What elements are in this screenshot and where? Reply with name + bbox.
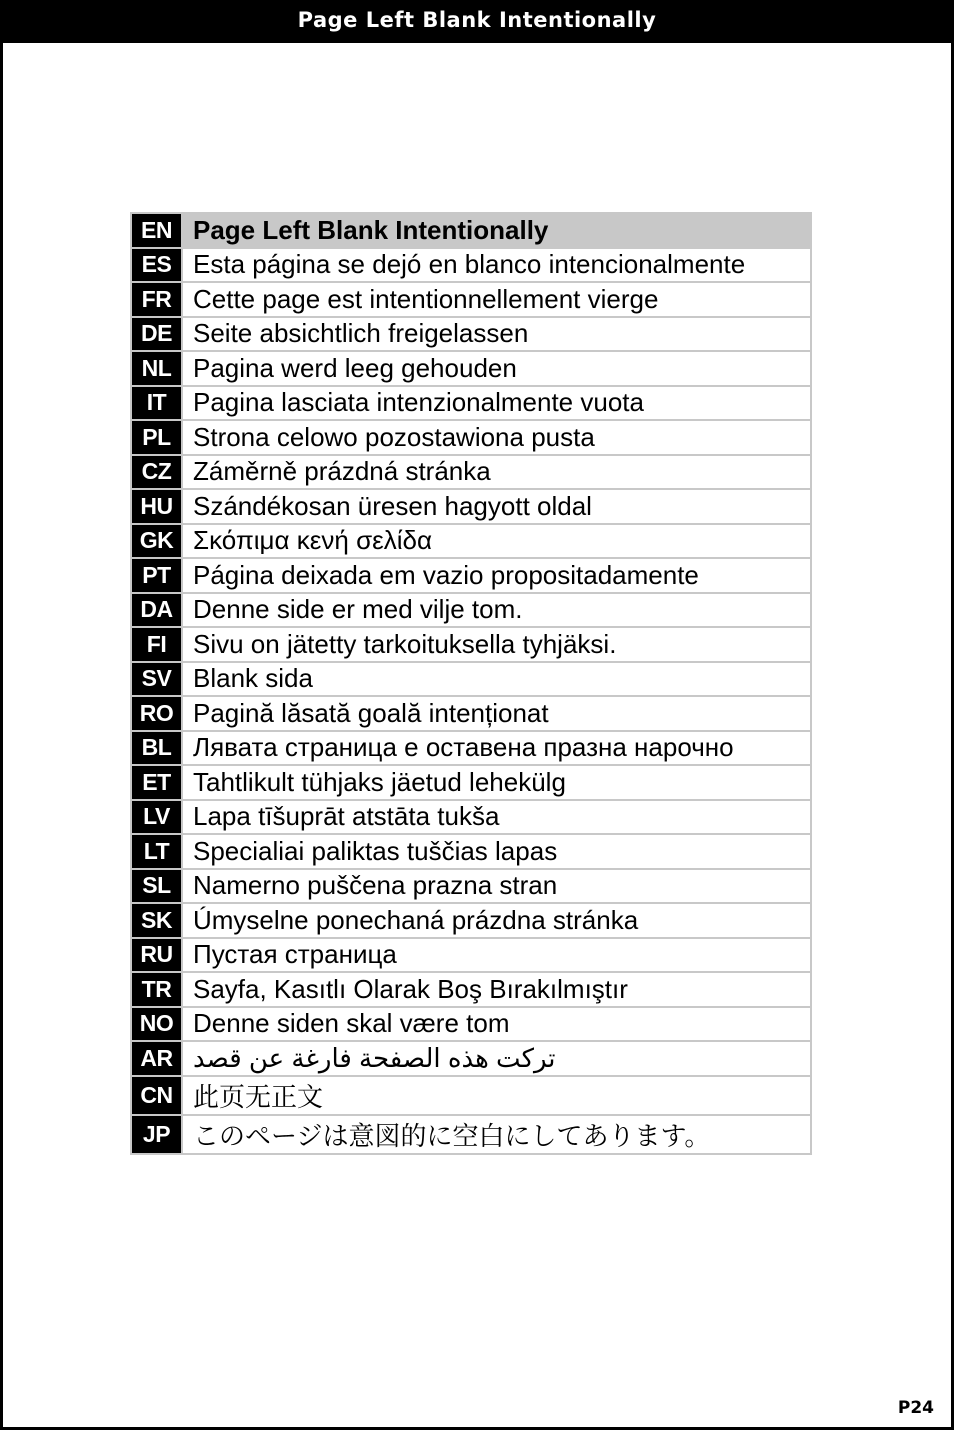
language-row-es bbox=[131, 248, 811, 283]
language-text: Lapa tīšuprāt atstāta tukša bbox=[182, 800, 811, 835]
language-text: Σκόπιμα κενή σελίδα bbox=[182, 524, 811, 559]
language-code: LT bbox=[131, 834, 182, 869]
language-code: BL bbox=[131, 731, 182, 766]
language-row-no bbox=[131, 1007, 811, 1042]
language-row-bl bbox=[131, 731, 811, 766]
language-text: Esta página se dejó en blanco intencionalmente bbox=[182, 248, 811, 283]
language-row-lt bbox=[131, 834, 811, 869]
language-row-fi bbox=[131, 627, 811, 662]
language-row-gk bbox=[131, 524, 811, 559]
language-row-lv bbox=[131, 800, 811, 835]
language-row-fr bbox=[131, 282, 811, 317]
language-code: AR bbox=[131, 1041, 182, 1076]
language-code: GK bbox=[131, 524, 182, 559]
language-row-sv bbox=[131, 662, 811, 697]
language-code: FR bbox=[131, 282, 182, 317]
language-text: Cette page est intentionnellement vierge bbox=[182, 282, 811, 317]
language-table bbox=[130, 212, 812, 1155]
language-text: Denne side er med vilje tom. bbox=[182, 593, 811, 628]
language-row-tr bbox=[131, 972, 811, 1007]
language-code: ES bbox=[131, 248, 182, 283]
language-row-sl bbox=[131, 869, 811, 904]
language-text: Пустая страница bbox=[182, 938, 811, 973]
language-text: Úmyselne ponechaná prázdna stránka bbox=[182, 903, 811, 938]
language-code: RU bbox=[131, 938, 182, 973]
language-row-da bbox=[131, 593, 811, 628]
language-row-hu bbox=[131, 489, 811, 524]
language-row-de bbox=[131, 317, 811, 352]
language-code: IT bbox=[131, 386, 182, 421]
language-row-sk bbox=[131, 903, 811, 938]
language-row-cz bbox=[131, 455, 811, 490]
language-text: تركت هذه الصفحة فارغة عن قصد bbox=[182, 1041, 811, 1076]
language-row-et bbox=[131, 765, 811, 800]
language-text: Namerno puščena prazna stran bbox=[182, 869, 811, 904]
language-code: DE bbox=[131, 317, 182, 352]
language-code: EN bbox=[131, 213, 182, 248]
language-row-ru bbox=[131, 938, 811, 973]
language-text: Specialiai paliktas tuščias lapas bbox=[182, 834, 811, 869]
language-code: TR bbox=[131, 972, 182, 1007]
language-row-cn bbox=[131, 1076, 811, 1115]
language-code: NO bbox=[131, 1007, 182, 1042]
language-text: Seite absichtlich freigelassen bbox=[182, 317, 811, 352]
language-text: Blank sida bbox=[182, 662, 811, 697]
language-code: RO bbox=[131, 696, 182, 731]
language-row-nl bbox=[131, 351, 811, 386]
language-code: SK bbox=[131, 903, 182, 938]
language-code: JP bbox=[131, 1115, 182, 1154]
language-code: SV bbox=[131, 662, 182, 697]
language-text: Pagină lăsată goală intenționat bbox=[182, 696, 811, 731]
language-row-ar bbox=[131, 1041, 811, 1076]
language-row-ro bbox=[131, 696, 811, 731]
language-row-pl bbox=[131, 420, 811, 455]
language-code: CZ bbox=[131, 455, 182, 490]
language-text: Denne siden skal være tom bbox=[182, 1007, 811, 1042]
language-text: Tahtlikult tühjaks jäetud lehekülg bbox=[182, 765, 811, 800]
language-text: Záměrně prázdná stránka bbox=[182, 455, 811, 490]
language-text: Sayfa, Kasıtlı Olarak Boş Bırakılmıştır bbox=[182, 972, 811, 1007]
language-text: Szándékosan üresen hagyott oldal bbox=[182, 489, 811, 524]
language-code: CN bbox=[131, 1076, 182, 1115]
language-text: Page Left Blank Intentionally bbox=[182, 213, 811, 248]
language-text: 此页无正文 bbox=[182, 1076, 811, 1115]
language-text: Strona celowo pozostawiona pusta bbox=[182, 420, 811, 455]
language-text: Página deixada em vazio propositadamente bbox=[182, 558, 811, 593]
language-text: Pagina lasciata intenzionalmente vuota bbox=[182, 386, 811, 421]
language-text: このページは意図的に空白にしてあります。 bbox=[182, 1115, 811, 1154]
language-code: LV bbox=[131, 800, 182, 835]
language-code: HU bbox=[131, 489, 182, 524]
page-number: P24 bbox=[897, 1398, 934, 1418]
language-row-jp bbox=[131, 1115, 811, 1154]
language-row-pt bbox=[131, 558, 811, 593]
language-row-it bbox=[131, 386, 811, 421]
language-code: DA bbox=[131, 593, 182, 628]
language-text: Лявата страница е оставена празна нарочно bbox=[182, 731, 811, 766]
language-code: ET bbox=[131, 765, 182, 800]
language-row-en bbox=[131, 213, 811, 248]
page-header-title: Page Left Blank Intentionally bbox=[0, 0, 954, 43]
language-code: FI bbox=[131, 627, 182, 662]
language-text: Pagina werd leeg gehouden bbox=[182, 351, 811, 386]
language-code: SL bbox=[131, 869, 182, 904]
language-text: Sivu on jätetty tarkoituksella tyhjäksi. bbox=[182, 627, 811, 662]
language-code: NL bbox=[131, 351, 182, 386]
language-code: PL bbox=[131, 420, 182, 455]
language-table-body bbox=[131, 213, 811, 1154]
language-code: PT bbox=[131, 558, 182, 593]
